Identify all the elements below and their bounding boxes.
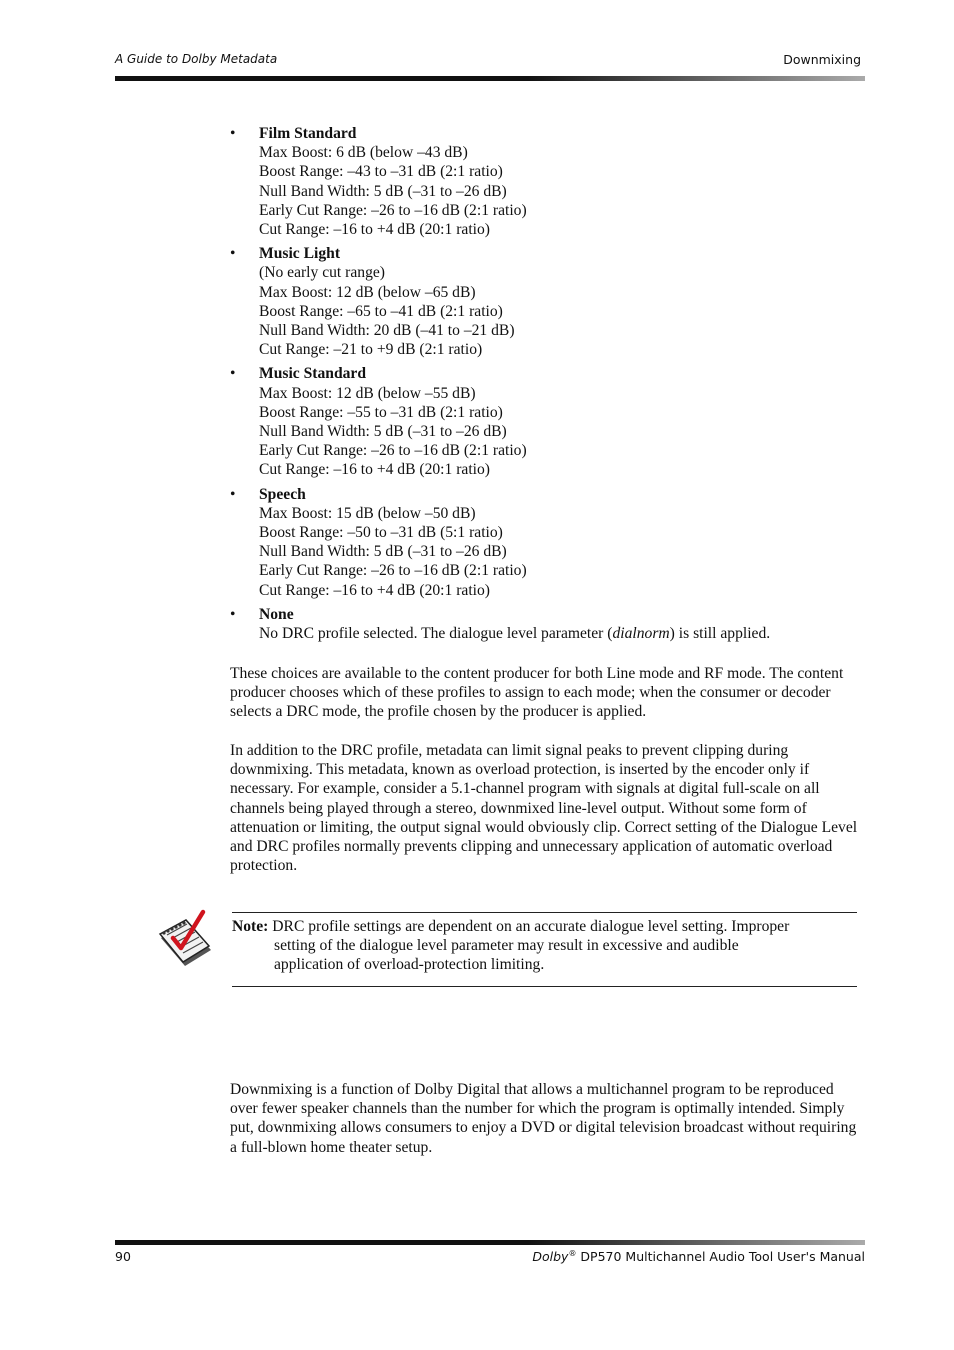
registered-mark: ® — [568, 1249, 577, 1258]
profile-title: Speech — [259, 485, 306, 503]
profile-line: Max Boost: 12 dB (below –65 dB) — [259, 283, 476, 301]
profile-line: Max Boost: 12 dB (below –55 dB) — [259, 384, 476, 402]
note-rule-top — [232, 912, 857, 913]
profile-line: Max Boost: 6 dB (below –43 dB) — [259, 144, 468, 162]
profile-line: Boost Range: –43 to –31 dB (2:1 ratio) — [259, 163, 503, 181]
profile-line: Cut Range: –21 to +9 dB (2:1 ratio) — [259, 341, 483, 359]
note-first-line: Note: DRC profile settings are dependent on an accurate dialogue level setting. Improper — [232, 918, 790, 935]
profile-line: Null Band Width: 5 dB (–31 to –26 dB) — [259, 182, 507, 200]
page-number: 90 — [115, 1249, 131, 1264]
profile-none-description: No DRC profile selected. The dialogue level parameter (dialnorm) is still applied. — [259, 625, 771, 643]
profile-line: Cut Range: –16 to +4 dB (20:1 ratio) — [259, 221, 490, 239]
profile-line: Null Band Width: 5 dB (–31 to –26 dB) — [259, 423, 507, 441]
profile-title: Music Standard — [259, 365, 367, 383]
brand-name: Dolby — [532, 1249, 569, 1265]
checklist-note-icon — [157, 908, 215, 968]
profile-line: Null Band Width: 5 dB (–31 to –26 dB) — [259, 543, 507, 561]
profile-film-standard — [230, 124, 870, 239]
drc-profile-list — [230, 124, 870, 648]
footer-manual-title: Dolby® DP570 Multichannel Audio Tool User's Manual — [532, 1249, 865, 1265]
profile-line: Cut Range: –16 to +4 dB (20:1 ratio) — [259, 461, 490, 479]
note-line: setting of the dialogue level parameter may result in excessive and audible — [274, 937, 739, 955]
bullet-icon: • — [230, 245, 236, 263]
profile-line: Boost Range: –55 to –31 dB (2:1 ratio) — [259, 403, 503, 421]
running-header-section: Downmixing — [783, 52, 861, 67]
profile-title: Film Standard — [259, 125, 357, 142]
profile-line: Boost Range: –50 to –31 dB (5:1 ratio) — [259, 524, 503, 542]
footer-rule — [115, 1240, 865, 1245]
profile-music-light — [230, 244, 870, 359]
bullet-icon: • — [230, 365, 236, 383]
profile-line: Cut Range: –16 to +4 dB (20:1 ratio) — [259, 581, 490, 599]
profile-line: Early Cut Range: –26 to –16 dB (2:1 ratio) — [259, 562, 527, 580]
header-rule — [115, 76, 865, 81]
profile-title: Music Light — [259, 245, 341, 263]
bullet-icon: • — [230, 125, 236, 142]
note-line: application of overload-protection limiting. — [274, 956, 545, 974]
profile-speech — [230, 485, 870, 600]
bullet-icon: • — [230, 605, 236, 623]
profile-music-standard — [230, 364, 870, 479]
profile-none — [230, 605, 870, 643]
profile-line: Null Band Width: 20 dB (–41 to –21 dB) — [259, 322, 515, 340]
bullet-icon: • — [230, 485, 236, 503]
body-paragraph-overload-protection: In addition to the DRC profile, metadata can limit signal peaks to prevent clipping during downmixing. This metadata, known as overload protection, is inserted by the encoder only if necessary. For example, consider a 5.1-channel program with signals at digital full-scale on all channels being played through a stereo, downmixed line-level output. Without some form of attenuation or limiting, the output signal would obviously clip. Correct setting of the Dialogue Level and DRC profiles normally prevents clipping and unnecessary application of automatic overload protection. — [230, 742, 858, 875]
profile-line: (No early cut range) — [259, 264, 385, 282]
profile-line: Early Cut Range: –26 to –16 dB (2:1 ratio) — [259, 442, 527, 460]
running-header-title: A Guide to Dolby Metadata — [115, 52, 278, 66]
profile-title: None — [259, 605, 294, 623]
note-label: Note: — [232, 918, 269, 935]
body-paragraph-downmixing: Downmixing is a function of Dolby Digital that allows a multichannel program to be reproduced over fewer speaker channels than the number for which the program is optimally intended. Simply put, downmixing allows consumers to enjoy a DVD or digital television broadcast without requiring a full-blown home theater setup. — [230, 1081, 857, 1156]
dialnorm-term: dialnorm — [612, 625, 670, 643]
profile-line: Max Boost: 15 dB (below –50 dB) — [259, 504, 476, 522]
body-paragraph-drc-modes: These choices are available to the content producer for both Line mode and RF mode. The content producer chooses which of these profiles to assign to each mode; when the consumer or decoder selects a DRC mode, the profile chosen by the producer is applied. — [230, 665, 844, 721]
profile-line: Boost Range: –65 to –41 dB (2:1 ratio) — [259, 302, 503, 320]
profile-line: Early Cut Range: –26 to –16 dB (2:1 ratio) — [259, 201, 527, 219]
note-rule-bottom — [232, 986, 857, 987]
